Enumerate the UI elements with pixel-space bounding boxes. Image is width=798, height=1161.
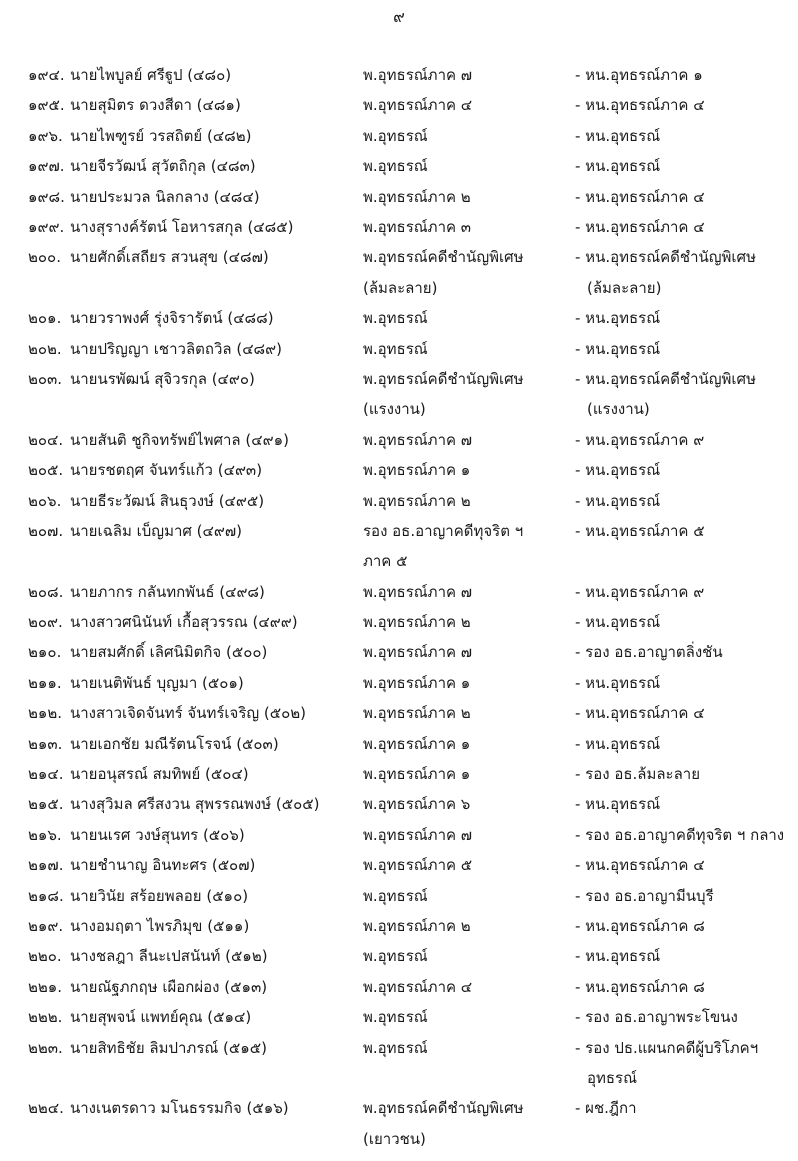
current-position: พ.อุทธรณ์ <box>363 126 428 145</box>
person-name: นายรชตฤศ จันทร์แก้ว (๔๙๓) <box>70 461 263 480</box>
new-position: - รอง ปธ.แผนกคดีผู้บริโภคฯ <box>575 1038 759 1057</box>
item-number: ๒๐๗. <box>28 521 64 540</box>
new-position: - หน.อุทธรณ์ <box>575 157 661 176</box>
new-position: - หน.อุทธรณ์ภาค ๔ <box>575 704 705 723</box>
new-position: - หน.อุทธรณ์ภาค ๘ <box>575 916 705 935</box>
list-item <box>0 151 798 181</box>
new-position-continued: อุทธรณ์ <box>587 1068 638 1087</box>
current-position: พ.อุทธรณ์ภาค ๗ <box>363 66 473 84</box>
person-name: นายจีรวัฒน์ สุวัตถิกุล (๔๘๓) <box>70 157 256 176</box>
list-item <box>0 212 798 242</box>
item-number: ๒๒๔. <box>28 1099 64 1118</box>
person-name: นายศักดิ์เสถียร สวนสุข (๔๘๗) <box>70 248 269 267</box>
new-position: - รอง อธ.ล้มละลาย <box>575 765 701 784</box>
person-name: นายนเรศ วงษ์สุนทร (๕๐๖) <box>70 825 245 844</box>
current-position: พ.อุทธรณ์ภาค ๒ <box>363 916 471 935</box>
person-name: นายสันติ ชูกิจทรัพย์ไพศาล (๔๙๑) <box>70 430 289 449</box>
person-name: นายณัฐภกฤษ เผือกผ่อง (๕๑๓) <box>70 977 268 996</box>
person-name: นายวินัย สร้อยพลอย (๕๑๐) <box>70 886 249 905</box>
new-position-continued: (ล้มละลาย) <box>587 278 662 297</box>
item-number: ๑๙๕. <box>28 96 65 115</box>
item-number: ๒๒๑. <box>28 977 63 996</box>
item-number: ๑๙๖. <box>28 126 63 145</box>
list-item <box>0 911 798 941</box>
item-number: ๒๐๓. <box>28 369 63 388</box>
list-item <box>0 425 798 455</box>
new-position: - หน.อุทธรณ์ <box>575 947 661 966</box>
item-number: ๒๐๒. <box>28 339 62 358</box>
current-position: พ.อุทธรณ์ภาค ๒ <box>363 613 471 632</box>
item-number: ๒๑๔. <box>28 765 64 784</box>
item-number: ๒๑๕. <box>28 795 64 814</box>
current-position: พ.อุทธรณ์ภาค ๒ <box>363 187 471 206</box>
item-number: ๒๑๖. <box>28 825 62 844</box>
list-item <box>0 516 798 577</box>
item-number: ๒๐๕. <box>28 461 64 480</box>
item-number: ๒๐๐. <box>28 248 61 267</box>
list-item <box>0 1033 798 1094</box>
new-position: - หน.อุทธรณ์ <box>575 795 661 814</box>
appointment-list <box>0 60 798 1154</box>
list-item <box>0 972 798 1002</box>
item-number: ๒๒๒. <box>28 1008 63 1027</box>
new-position: - หน.อุทธรณ์ <box>575 126 661 145</box>
list-item <box>0 242 798 303</box>
current-position: พ.อุทธรณ์ภาค ๑ <box>363 765 471 784</box>
list-item <box>0 334 798 364</box>
current-position-continued: ภาค ๕ <box>363 552 408 571</box>
new-position: - หน.อุทธรณ์ <box>575 613 661 632</box>
new-position: - รอง อธ.อาญามีนบุรี <box>575 886 714 905</box>
current-position: พ.อุทธรณ์ <box>363 339 428 358</box>
person-name: นางสุรางค์รัตน์ โอหารสกุล (๔๘๕) <box>70 217 294 236</box>
current-position: พ.อุทธรณ์ภาค ๒ <box>363 704 471 723</box>
person-name: นายสิทธิชัย ลิมปาภรณ์ (๕๑๕) <box>70 1038 267 1057</box>
person-name: นายไพฑูรย์ วรสถิตย์ (๔๘๒) <box>70 126 252 145</box>
person-name: นายประมวล นิลกลาง (๔๘๔) <box>70 187 260 206</box>
person-name: นายอนุสรณ์ สมทิพย์ (๕๐๔) <box>70 765 249 784</box>
person-name: นายเนติพันธ์ บุญมา (๕๐๑) <box>70 673 244 692</box>
person-name: นายสมศักดิ์ เลิศนิมิตกิจ (๕๐๐) <box>70 643 268 662</box>
person-name: นายภากร กลันทกพันธ์ (๔๙๘) <box>70 582 265 601</box>
new-position: - หน.อุทธรณ์ <box>575 461 661 480</box>
person-name: นางเนตรดาว มโนธรรมกิจ (๕๑๖) <box>70 1099 289 1118</box>
list-item <box>0 486 798 516</box>
item-number: ๒๑๒. <box>28 704 63 723</box>
new-position: - หน.อุทธรณ์ภาค ๕ <box>575 521 705 540</box>
list-item <box>0 182 798 212</box>
current-position-continued: (ล้มละลาย) <box>363 278 438 297</box>
new-position: - รอง อธ.อาญาพระโขนง <box>575 1008 738 1027</box>
current-position: พ.อุทธรณ์ภาค ๖ <box>363 795 471 814</box>
item-number: ๑๙๔. <box>28 66 65 84</box>
item-number: ๑๙๘. <box>28 187 65 206</box>
list-item <box>0 364 798 425</box>
new-position: - หน.อุทธรณ์ <box>575 339 661 358</box>
list-item <box>0 1002 798 1032</box>
list-item <box>0 577 798 607</box>
current-position: พ.อุทธรณ์ <box>363 1038 428 1057</box>
current-position-continued: (เยาวชน) <box>363 1129 426 1148</box>
current-position: พ.อุทธรณ์ <box>363 1008 428 1027</box>
new-position: - หน.อุทธรณ์ภาค ๔ <box>575 96 705 115</box>
current-position: พ.อุทธรณ์ภาค ๔ <box>363 96 473 115</box>
person-name: นายนรพัฒน์ สุจิวรกุล (๔๙๐) <box>70 369 255 388</box>
list-item <box>0 1093 798 1154</box>
current-position: พ.อุทธรณ์ภาค ๕ <box>363 856 473 875</box>
list-item <box>0 789 798 819</box>
current-position: พ.อุทธรณ์ภาค ๑ <box>363 461 471 480</box>
current-position: พ.อุทธรณ์ <box>363 309 428 328</box>
item-number: ๒๐๑. <box>28 309 62 328</box>
new-position: - หน.อุทธรณ์ <box>575 309 661 328</box>
new-position: - ผช.ฎีกา <box>575 1099 637 1118</box>
current-position: พ.อุทธรณ์ <box>363 947 428 966</box>
current-position: พ.อุทธรณ์ภาค ๑ <box>363 734 471 753</box>
list-item <box>0 455 798 485</box>
item-number: ๒๐๖. <box>28 491 62 510</box>
new-position: - หน.อุทธรณ์ <box>575 491 661 510</box>
item-number: ๒๐๙. <box>28 613 63 632</box>
list-item <box>0 850 798 880</box>
list-item <box>0 121 798 151</box>
person-name: นางอมฤตา ไพรภิมุข (๕๑๑) <box>70 916 250 935</box>
item-number: ๑๙๗. <box>28 157 65 176</box>
person-name: นายชำนาญ อินทะศร (๕๐๗) <box>70 856 256 875</box>
current-position: พ.อุทธรณ์ภาค ๗ <box>363 643 473 662</box>
new-position: - หน.อุทธรณ์ภาค ๙ <box>575 582 705 601</box>
new-position: - หน.อุทธรณ์ <box>575 673 661 692</box>
person-name: นายปริญญา เชาวลิตถวิล (๔๘๙) <box>70 339 282 358</box>
item-number: ๒๑๐. <box>28 643 62 662</box>
item-number: ๒๐๔. <box>28 430 64 449</box>
person-name: นายวราพงศ์ รุ่งจิรารัตน์ (๔๘๘) <box>70 309 274 328</box>
list-item <box>0 60 798 90</box>
list-item <box>0 729 798 759</box>
list-item <box>0 303 798 333</box>
person-name: นายสุพจน์ แพทย์คุณ (๕๑๔) <box>70 1008 252 1027</box>
item-number: ๒๑๘. <box>28 886 64 905</box>
current-position: พ.อุทธรณ์ <box>363 157 428 176</box>
new-position: - หน.อุทธรณ์ภาค ๙ <box>575 430 705 449</box>
current-position: พ.อุทธรณ์คดีชำนัญพิเศษ <box>363 369 524 388</box>
person-name: นายธีระวัฒน์ สินธุวงษ์ (๔๙๕) <box>70 491 265 510</box>
current-position: พ.อุทธรณ์คดีชำนัญพิเศษ <box>363 1099 524 1118</box>
current-position-continued: (แรงงาน) <box>363 400 426 419</box>
person-name: นายเฉลิม เบ็ญมาศ (๔๙๗) <box>70 521 243 540</box>
current-position: พ.อุทธรณ์ภาค ๗ <box>363 430 473 449</box>
new-position-continued: (แรงงาน) <box>587 400 650 419</box>
item-number: ๒๐๘. <box>28 582 64 601</box>
current-position: พ.อุทธรณ์ <box>363 886 428 905</box>
item-number: ๒๑๗. <box>28 856 64 875</box>
person-name: นางสาวเจิดจันทร์ จันทร์เจริญ (๕๐๒) <box>70 704 307 723</box>
new-position: - หน.อุทธรณ์คดีชำนัญพิเศษ <box>575 248 756 267</box>
current-position: พ.อุทธรณ์ภาค ๔ <box>363 977 473 996</box>
item-number: ๒๑๑. <box>28 673 62 692</box>
list-item <box>0 637 798 667</box>
current-position: พ.อุทธรณ์ภาค ๗ <box>363 582 473 601</box>
new-position: - หน.อุทธรณ์ภาค ๑ <box>575 66 703 84</box>
person-name: นายเอกชัย มณีรัตนโรจน์ (๕๐๓) <box>70 734 279 753</box>
current-position: พ.อุทธรณ์ภาค ๒ <box>363 491 471 510</box>
current-position: พ.อุทธรณ์ภาค ๓ <box>363 217 472 236</box>
person-name: นางสุวิมล ศรีสงวน สุพรรณพงษ์ (๕๐๕) <box>70 795 320 814</box>
person-name: นางสาวศนินันท์ เกื้อสุวรรณ (๔๙๙) <box>70 613 298 632</box>
list-item <box>0 607 798 637</box>
list-item <box>0 698 798 728</box>
new-position: - รอง อธ.อาญาคดีทุจริต ฯ กลาง <box>575 825 785 844</box>
new-position: - รอง อธ.อาญาตลิ่งชัน <box>575 643 723 662</box>
list-item <box>0 668 798 698</box>
item-number: ๑๙๙. <box>28 217 65 236</box>
person-name: นายสุมิตร ดวงสีดา (๔๘๑) <box>70 96 241 115</box>
page-number: ๙ <box>393 7 405 26</box>
new-position: - หน.อุทธรณ์ <box>575 734 661 753</box>
new-position: - หน.อุทธรณ์ภาค ๔ <box>575 856 705 875</box>
list-item <box>0 90 798 120</box>
item-number: ๒๒๐. <box>28 947 62 966</box>
new-position: - หน.อุทธรณ์ภาค ๘ <box>575 977 705 996</box>
new-position: - หน.อุทธรณ์ภาค ๔ <box>575 217 705 236</box>
list-item <box>0 881 798 911</box>
current-position: พ.อุทธรณ์คดีชำนัญพิเศษ <box>363 248 524 267</box>
person-name: นายไพบูลย์ ศรีฐูป (๔๘๐) <box>70 66 232 84</box>
item-number: ๒๑๙. <box>28 916 64 935</box>
list-item <box>0 941 798 971</box>
list-item <box>0 820 798 850</box>
item-number: ๒๑๓. <box>28 734 63 753</box>
list-item <box>0 759 798 789</box>
current-position: รอง อธ.อาญาคดีทุจริต ฯ <box>363 521 524 540</box>
item-number: ๒๒๓. <box>28 1038 63 1057</box>
current-position: พ.อุทธรณ์ภาค ๑ <box>363 673 471 692</box>
current-position: พ.อุทธรณ์ภาค ๗ <box>363 825 473 844</box>
person-name: นางชลฎา ลีนะเปสนันท์ (๕๑๒) <box>70 947 268 966</box>
new-position: - หน.อุทธรณ์คดีชำนัญพิเศษ <box>575 369 756 388</box>
new-position: - หน.อุทธรณ์ภาค ๔ <box>575 187 705 206</box>
